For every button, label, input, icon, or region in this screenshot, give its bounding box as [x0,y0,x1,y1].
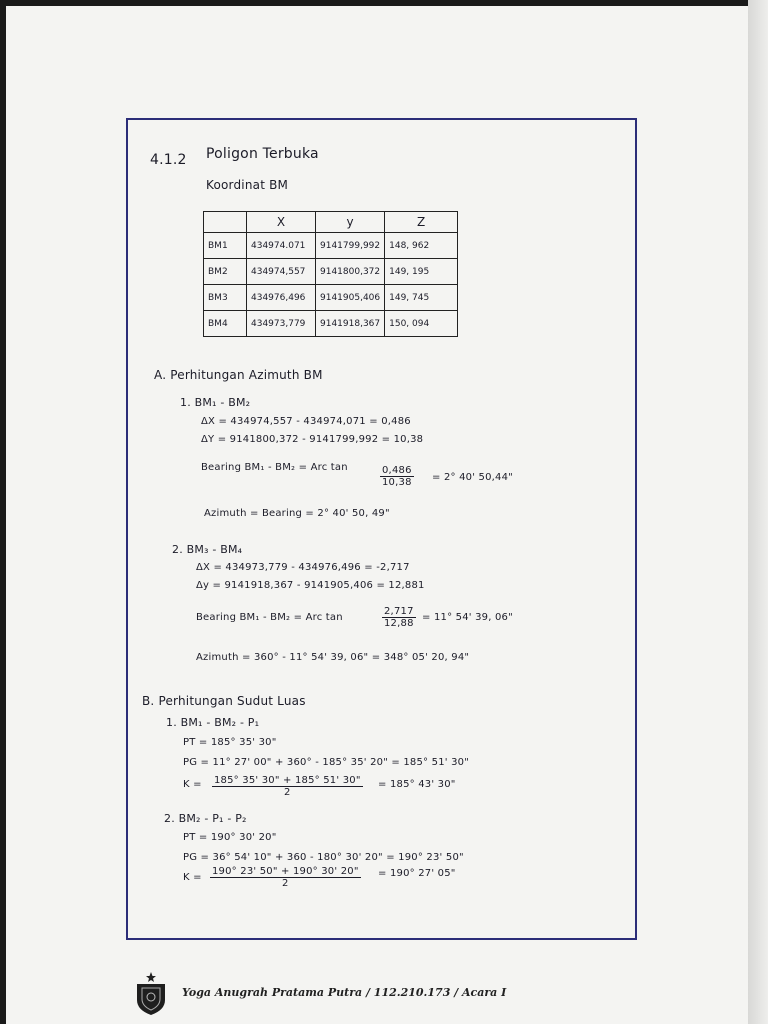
b1-k-denominator: 2 [284,787,291,798]
b2-k-numerator: 190° 23' 50" + 190° 30' 20" [212,866,359,877]
b2-k-result: = 190° 27' 05" [378,868,456,879]
header-cell: Z [385,212,458,233]
b1-k-fraction [212,775,363,798]
a2-bearing-numerator: 2,717 [384,606,414,617]
table-cell: 9141918,367 [316,311,385,337]
a1-delta-x: ΔX = 434974,557 - 434974,071 = 0,486 [201,416,411,427]
a1-delta-y: ΔY = 9141800,372 - 9141799,992 = 10,38 [201,434,424,445]
table-cell: BM3 [204,285,247,311]
coordinates-table [203,211,458,337]
header-cell: X [247,212,316,233]
b1-pt: PT = 185° 35' 30" [183,737,277,748]
b1-label: 1. BM₁ - BM₂ - P₁ [166,716,260,729]
table-row [204,311,458,337]
header-cell [204,212,247,233]
a1-bearing-prefix: Bearing BM₁ - BM₂ = Arc tan [201,462,348,473]
b1-k-result: = 185° 43' 30" [378,779,456,790]
a2-bearing-result: = 11° 54' 39, 06" [422,612,513,623]
a1-azimuth: Azimuth = Bearing = 2° 40' 50, 49" [204,508,390,519]
table-cell: 434973,779 [247,311,316,337]
a2-delta-x: ΔX = 434973,779 - 434976,496 = -2,717 [196,562,410,573]
b1-pg: PG = 11° 27' 00" + 360° - 185° 35' 20" = 185° 51' 30" [183,757,470,768]
b2-k-denominator: 2 [282,878,289,889]
table-cell: 9141800,372 [316,259,385,285]
table-cell: 150, 094 [385,311,458,337]
a1-bearing-numerator: 0,486 [382,465,412,476]
table-cell: BM2 [204,259,247,285]
footer-author-line: Yoga Anugrah Pratama Putra / 112.210.173 / Acara I [182,986,507,999]
b1-k-prefix: K = [183,779,202,790]
b2-k-fraction [210,866,361,889]
table-header-row [204,212,458,233]
a2-delta-y: Δy = 9141918,367 - 9141905,406 = 12,881 [196,580,425,591]
a2-label: 2. BM₃ - BM₄ [172,543,243,556]
table-cell: 434976,496 [247,285,316,311]
a2-azimuth: Azimuth = 360° - 11° 54' 39, 06" = 348° 05' 20, 94" [196,652,470,663]
b2-k-prefix: K = [183,872,202,883]
section-b-title: B. Perhitungan Sudut Luas [142,694,306,708]
section-a-title: A. Perhitungan Azimuth BM [154,368,323,382]
table-cell: 149, 745 [385,285,458,311]
paper-edge [748,0,768,1024]
section-title: Poligon Terbuka [206,146,319,162]
table-cell: 9141799,992 [316,233,385,259]
a1-bearing-result: = 2° 40' 50,44" [432,472,513,483]
b1-k-numerator: 185° 35' 30" + 185° 51' 30" [214,775,361,786]
university-shield-logo [134,972,168,1016]
b2-label: 2. BM₂ - P₁ - P₂ [164,812,247,825]
table-cell: 9141905,406 [316,285,385,311]
table-row [204,285,458,311]
b2-pt: PT = 190° 30' 20" [183,832,277,843]
table-cell: BM4 [204,311,247,337]
a2-bearing-denominator: 12,88 [384,618,414,629]
table-cell: 434974,557 [247,259,316,285]
table-row [204,259,458,285]
table-title: Koordinat BM [206,178,289,192]
table-cell: 434974.071 [247,233,316,259]
a1-bearing-denominator: 10,38 [382,477,412,488]
table-cell: 149, 195 [385,259,458,285]
table-cell: 148, 962 [385,233,458,259]
table-row [204,233,458,259]
a1-label: 1. BM₁ - BM₂ [180,396,251,409]
a1-bearing-fraction [380,465,414,488]
header-cell: y [316,212,385,233]
section-number: 4.1.2 [150,152,187,168]
table-cell: BM1 [204,233,247,259]
b2-pg: PG = 36° 54' 10" + 360 - 180° 30' 20" = 190° 23' 50" [183,852,464,863]
a2-bearing-prefix: Bearing BM₁ - BM₂ = Arc tan [196,612,343,623]
a2-bearing-fraction [382,606,416,629]
